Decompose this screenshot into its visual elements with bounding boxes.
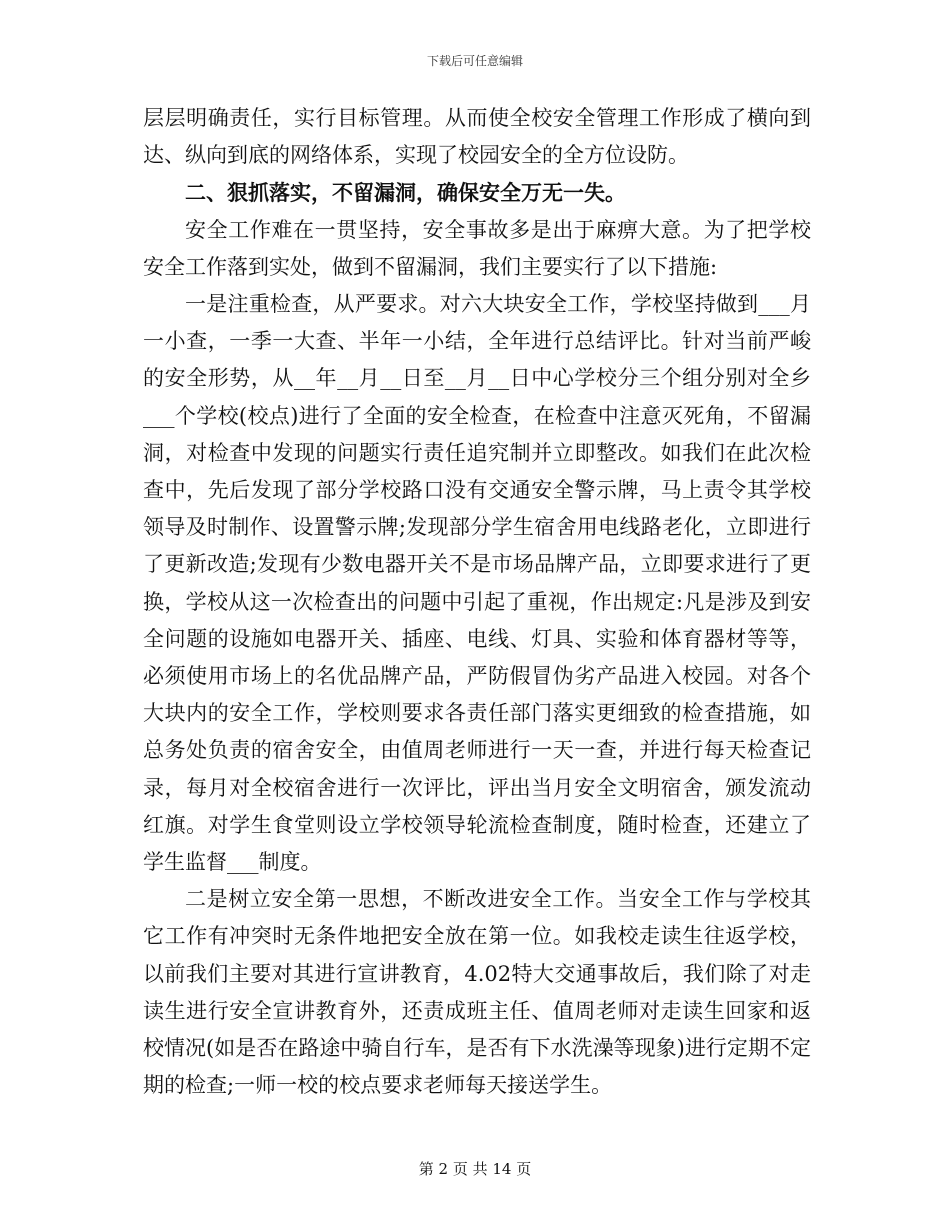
page-number: 第 2 页 共 14 页 bbox=[418, 1160, 532, 1178]
paragraph-continuation: 层层明确责任，实行目标管理。从而使全校安全管理工作形成了横向到达、纵向到底的网络体系，实现了校园安全的全方位设防。 bbox=[143, 106, 811, 168]
paragraph-intro: 安全工作难在一贯坚持，安全事故多是出于麻痹大意。为了把学校安全工作落到实处，做到不留漏洞，我们主要实行了以下措施: bbox=[143, 217, 811, 279]
paragraph-safety-first: 二是树立安全第一思想，不断改进安全工作。当安全工作与学校其它工作有冲突时无条件地把安全放在第一位。如我校走读生往返学校，以前我们主要对其进行宣讲教育，4.02特大交通事故后，我们除了对走读生进行安全宣讲教育外，还责成班主任、值周老师对走读生回家和返校情况(如是否在路途中骑自行车，是否有下水洗澡等现象)进行定期不定期的检查;一师一校的校点要求老师每天接送学生。 bbox=[143, 887, 811, 1098]
document-body bbox=[143, 100, 811, 1104]
paragraph-inspection: 一是注重检查，从严要求。对六大块安全工作，学校坚持做到___月一小查，一季一大查、半年一小结，全年进行总结评比。针对当前严峻的安全形势，从__年__月__日至__月__日中心学校分三个组分别对全乡___个学校(校点)进行了全面的安全检查，在检查中注意灭死角，不留漏洞，对检查中发现的问题实行责任追究制并立即整改。如我们在此次检查中，先后发现了部分学校路口没有交通安全警示牌，马上责令其学校领导及时制作、设置警示牌;发现部分学生宿舍用电线路老化，立即进行了更新改造;发现有少数电器开关不是市场品牌产品，立即要求进行了更换，学校从这一次检查出的问题中引起了重视，作出规定:凡是涉及到安全问题的设施如电器开关、插座、电线、灯具、实验和体育器材等等，必须使用市场上的名优品牌产品，严防假冒伪劣产品进入校园。对各个大块内的安全工作，学校则要求各责任部门落实更细致的检查措施，如总务处负责的宿舍安全，由值周老师进行一天一查，并进行每天检查记录，每月对全校宿舍进行一次评比，评出当月安全文明宿舍，颁发流动红旗。对学生食堂则设立学校领导轮流检查制度，随时检查，还建立了学生监督___制度。 bbox=[143, 292, 811, 875]
section-heading: 二、狠抓落实，不留漏洞，确保安全万无一失。 bbox=[185, 180, 626, 206]
page-header-note: 下载后可任意编辑 bbox=[426, 54, 523, 68]
